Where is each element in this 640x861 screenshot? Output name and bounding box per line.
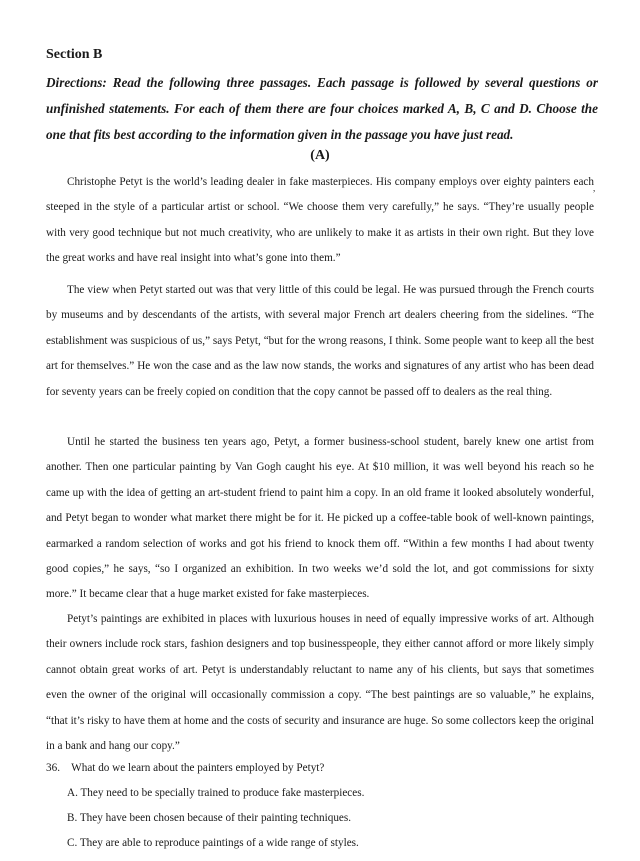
- stray-comma-mark: ,: [593, 183, 596, 193]
- answer-option-c[interactable]: C. They are able to reproduce paintings of a wide range of styles.: [67, 837, 359, 849]
- directions-text: Directions: Read the following three passages. Each passage is followed by several questions or unfinished statements. For each of them there are four choices marked A, B, C and D. Choose the one that fits best according to the information given in the passage you have just read.: [46, 75, 598, 142]
- passage-paragraph-2: The view when Petyt started out was that very little of this could be legal. He was pursued through the French courts by museums and by descendants of the artists, with several major French art dealers cheering from the sidelines. “The establishment was suspicious of us,” says Petyt, “but for the wrong reasons, I think. Some people want to keep all the best art for themselves.” He won the case and as the law now stands, the works and signatures of any artist who has been dead for seventy years can be freely copied on condition that the copy cannot be passed off to dealers as the real thing.: [46, 284, 594, 398]
- passage-paragraph-4: Petyt’s paintings are exhibited in places with luxurious houses in need of equally impressive works of art. Although their owners include rock stars, fashion designers and top businesspeople, they either cannot afford or more likely simply cannot obtain great works of art. Petyt is understandably reluctant to name any of his clients, but says that sometimes even the owner of the original will occasionally commission a copy. “The best paintings are so valuable,” he explains, “that it’s risky to have them at home and the costs of security and insurance are huge. So some collectors keep the original in a bank and hang our copy.”: [46, 613, 594, 753]
- answer-option-a[interactable]: A. They need to be specially trained to produce fake masterpieces.: [67, 787, 365, 799]
- question-36: 36. What do we learn about the painters employed by Petyt?: [46, 762, 325, 774]
- passage-paragraph-3: Until he started the business ten years ago, Petyt, a former business-school student, barely knew one artist from another. Then one particular painting by Van Gogh caught his eye. At $10 million, it was well beyond his reach so he came up with the idea of getting an art-student friend to paint him a copy. In an old frame it looked absolutely wonderful, and Petyt began to wonder what market there might be for it. He picked up a coffee-table book of well-known paintings, earmarked a random selection of works and got his friend to knock them off. “Within a few months I had about twenty good copies,” he says, “so I organized an exhibition. In two weeks we’d sold the lot, and got commissions for sixty more.” It became clear that a huge market existed for fake masterpieces.: [46, 436, 594, 601]
- passage-label: (A): [310, 148, 330, 163]
- passage-paragraph-1: Christophe Petyt is the world’s leading dealer in fake masterpieces. His company employs over eighty painters each steeped in the style of a particular artist or school. “We choose them very carefully,” he says. “They’re usually people with very good technique but not much creativity, who are unlikely to make it as artists in their own right. But they love the great works and have real insight into what’s gone into them.”: [46, 176, 594, 265]
- section-title: Section B: [46, 47, 103, 62]
- answer-option-b[interactable]: B. They have been chosen because of their painting techniques.: [67, 812, 352, 824]
